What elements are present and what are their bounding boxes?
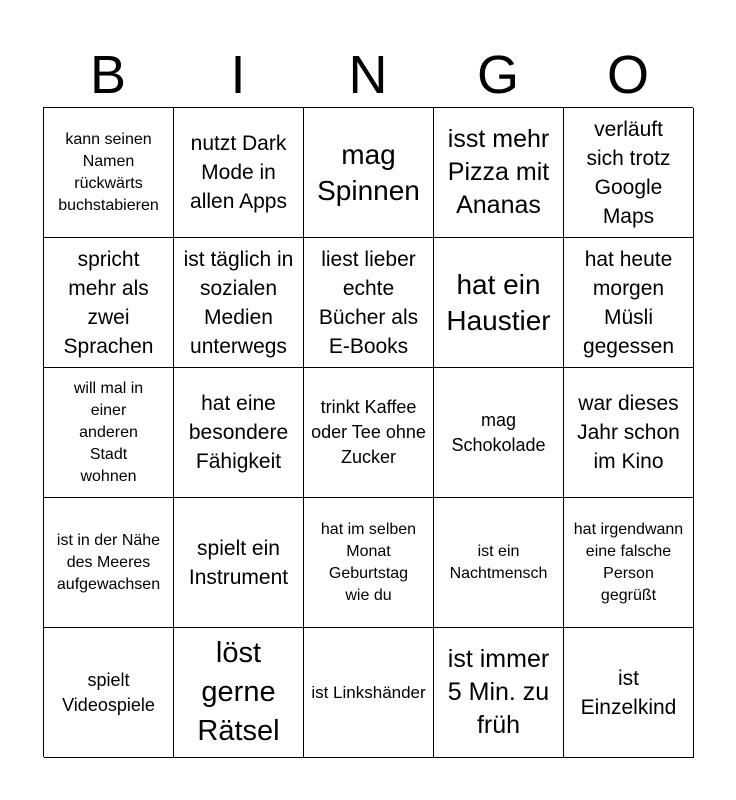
bingo-cell[interactable] xyxy=(174,628,304,758)
cell-text: liest lieber echte Bücher als E-Books xyxy=(318,247,419,358)
bingo-cell[interactable] xyxy=(44,108,174,238)
bingo-title xyxy=(43,44,693,106)
bingo-cell[interactable] xyxy=(434,108,564,238)
bingo-cell[interactable] xyxy=(564,498,694,628)
cell-text: spielt ein Instrument xyxy=(188,536,289,589)
bingo-cell[interactable] xyxy=(304,628,434,758)
cell-text: ist immer 5 Min. zu früh xyxy=(447,645,550,739)
cell-text: löst gerne Rätsel xyxy=(197,637,280,747)
bingo-cell[interactable] xyxy=(174,498,304,628)
cell-text: ist täglich in sozialen Medien unterwegs xyxy=(183,247,294,358)
bingo-grid xyxy=(43,107,693,757)
cell-text: will mal in einer anderen Stadt wohnen xyxy=(73,379,144,485)
bingo-cell[interactable] xyxy=(434,498,564,628)
bingo-cell[interactable] xyxy=(564,108,694,238)
title-letter-o: O xyxy=(606,45,649,105)
bingo-cell[interactable] xyxy=(174,238,304,368)
title-letter-i: I xyxy=(230,45,246,105)
bingo-cell[interactable] xyxy=(564,628,694,758)
cell-text: ist Einzelkind xyxy=(580,666,677,719)
cell-text: ist Linkshänder xyxy=(311,683,426,702)
cell-text: mag Schokolade xyxy=(451,409,546,455)
cell-text: isst mehr Pizza mit Ananas xyxy=(447,125,550,219)
bingo-cell[interactable] xyxy=(564,238,694,368)
bingo-cell[interactable] xyxy=(434,368,564,498)
cell-text: hat heute morgen Müsli gegessen xyxy=(582,247,675,358)
bingo-cell[interactable] xyxy=(434,628,564,758)
bingo-cell[interactable] xyxy=(44,238,174,368)
cell-text: ist ein Nachtmensch xyxy=(449,542,548,582)
cell-text: war dieses Jahr schon im Kino xyxy=(577,392,680,473)
bingo-cell[interactable] xyxy=(434,238,564,368)
title-letter-n: N xyxy=(348,45,388,105)
bingo-cell[interactable] xyxy=(304,498,434,628)
cell-text: kann seinen Namen rückwärts buchstabieren xyxy=(58,130,159,214)
bingo-cell[interactable] xyxy=(304,108,434,238)
cell-text: spielt Videospiele xyxy=(62,669,155,715)
cell-text: hat eine besondere Fähigkeit xyxy=(188,392,289,473)
cell-text: verläuft sich trotz Google Maps xyxy=(586,117,671,228)
cell-text: spricht mehr als zwei Sprachen xyxy=(63,247,154,358)
bingo-cell[interactable] xyxy=(564,368,694,498)
bingo-cell[interactable] xyxy=(44,628,174,758)
cell-text: nutzt Dark Mode in allen Apps xyxy=(190,132,287,213)
title-letter-g: G xyxy=(476,45,519,105)
bingo-cell[interactable] xyxy=(44,368,174,498)
bingo-cell[interactable] xyxy=(174,368,304,498)
cell-text: trinkt Kaffee oder Tee ohne Zucker xyxy=(311,397,426,467)
bingo-cell[interactable] xyxy=(44,498,174,628)
cell-text: mag Spinnen xyxy=(317,138,420,206)
bingo-cell[interactable] xyxy=(304,238,434,368)
cell-text: hat im selben Monat Geburtstag wie du xyxy=(320,520,417,604)
cell-text: hat ein Haustier xyxy=(446,268,551,336)
cell-text: hat irgendwann eine falsche Person gegrüßt xyxy=(573,520,684,604)
bingo-cell[interactable] xyxy=(304,368,434,498)
bingo-cell[interactable] xyxy=(174,108,304,238)
cell-text: ist in der Nähe des Meeres aufgewachsen xyxy=(56,531,161,593)
title-letter-b: B xyxy=(89,45,127,105)
